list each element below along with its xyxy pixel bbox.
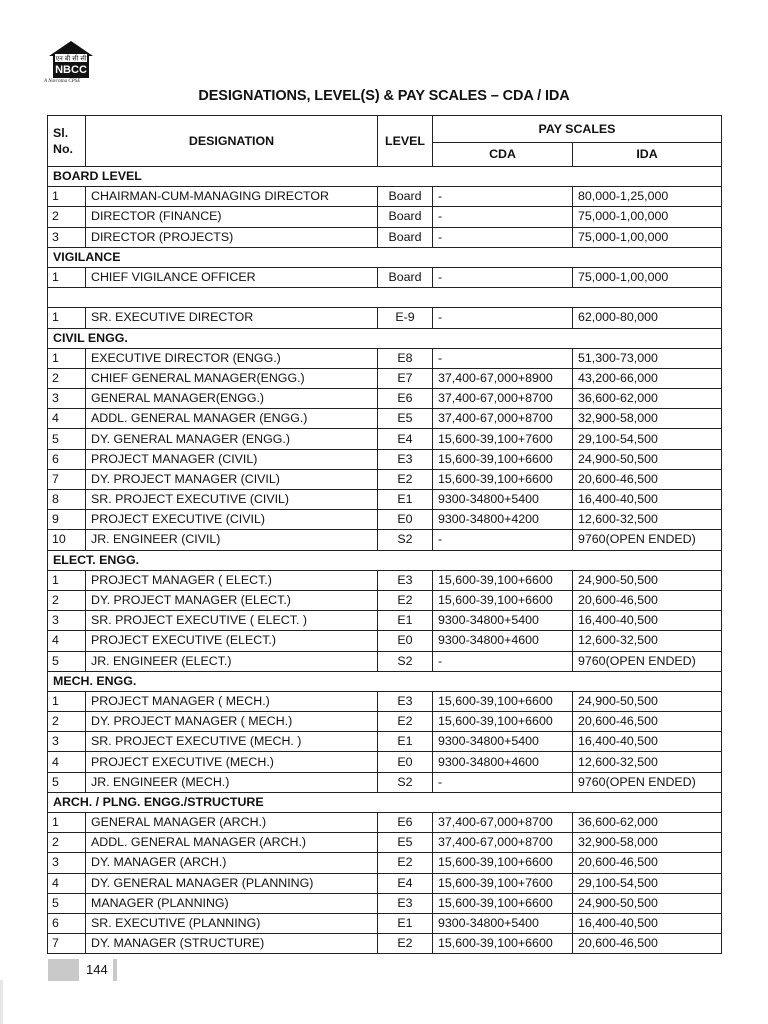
table-row <box>48 449 722 469</box>
ida-cell: 29,100-54,500 <box>573 873 722 893</box>
sl-no-cell: 7 <box>48 469 86 489</box>
cda-cell: 15,600-39,100+6600 <box>433 449 573 469</box>
cda-cell: 37,400-67,000+8700 <box>433 409 573 429</box>
section-title: CIVIL ENGG. <box>48 328 722 348</box>
ida-cell: 24,900-50,500 <box>573 691 722 711</box>
ida-cell: 24,900-50,500 <box>573 570 722 590</box>
cda-cell: 15,600-39,100+6600 <box>433 469 573 489</box>
section-title: BOARD LEVEL <box>48 167 722 187</box>
section-header-row <box>48 328 722 348</box>
cda-cell: - <box>433 227 573 247</box>
table-row <box>48 510 722 530</box>
level-cell: E8 <box>378 348 433 368</box>
ida-cell: 16,400-40,500 <box>573 913 722 933</box>
table-row <box>48 308 722 328</box>
table-row <box>48 853 722 873</box>
table-row <box>48 469 722 489</box>
ida-cell: 16,400-40,500 <box>573 490 722 510</box>
designation-cell: CHIEF GENERAL MANAGER(ENGG.) <box>86 368 378 388</box>
ida-cell: 51,300-73,000 <box>573 348 722 368</box>
designation-cell: GENERAL MANAGER(ENGG.) <box>86 389 378 409</box>
sl-no-cell: 1 <box>48 308 86 328</box>
designation-cell: PROJECT EXECUTIVE (CIVIL) <box>86 510 378 530</box>
designation-cell: DY. MANAGER (STRUCTURE) <box>86 934 378 954</box>
ida-cell: 36,600-62,000 <box>573 389 722 409</box>
cda-cell: - <box>433 207 573 227</box>
level-cell: E5 <box>378 833 433 853</box>
cda-cell: - <box>433 308 573 328</box>
ida-cell: 20,600-46,500 <box>573 712 722 732</box>
ida-cell: 24,900-50,500 <box>573 893 722 913</box>
ida-cell: 9760(OPEN ENDED) <box>573 530 722 550</box>
ida-cell: 12,600-32,500 <box>573 631 722 651</box>
nbcc-logo-icon <box>45 40 97 80</box>
cda-cell: 15,600-39,100+6600 <box>433 712 573 732</box>
footer-bar <box>113 959 117 981</box>
sl-no-cell: 3 <box>48 611 86 631</box>
ida-cell: 32,900-58,000 <box>573 833 722 853</box>
sl-no-cell: 4 <box>48 631 86 651</box>
header-sl-no: Sl. No. <box>48 116 86 167</box>
table-row <box>48 732 722 752</box>
level-cell: E6 <box>378 389 433 409</box>
table-row <box>48 267 722 287</box>
section-title <box>48 288 722 308</box>
designation-cell: CHAIRMAN-CUM-MANAGING DIRECTOR <box>86 187 378 207</box>
level-cell: S2 <box>378 772 433 792</box>
ida-cell: 24,900-50,500 <box>573 449 722 469</box>
table-row <box>48 934 722 954</box>
sl-no-cell: 3 <box>48 732 86 752</box>
sl-no-cell: 1 <box>48 570 86 590</box>
cda-cell: 9300-34800+4600 <box>433 752 573 772</box>
header-ida: IDA <box>573 143 722 167</box>
sl-no-cell: 2 <box>48 207 86 227</box>
level-cell: E1 <box>378 732 433 752</box>
cda-cell: 37,400-67,000+8700 <box>433 813 573 833</box>
cda-cell: - <box>433 348 573 368</box>
level-cell: S2 <box>378 651 433 671</box>
level-cell: E3 <box>378 449 433 469</box>
ida-cell: 75,000-1,00,000 <box>573 267 722 287</box>
cda-cell: 15,600-39,100+6600 <box>433 934 573 954</box>
level-cell: Board <box>378 187 433 207</box>
ida-cell: 16,400-40,500 <box>573 732 722 752</box>
level-cell: Board <box>378 207 433 227</box>
cda-cell: - <box>433 530 573 550</box>
designation-cell: SR. PROJECT EXECUTIVE (MECH. ) <box>86 732 378 752</box>
sl-no-cell: 2 <box>48 712 86 732</box>
table-row <box>48 893 722 913</box>
cda-cell: 15,600-39,100+6600 <box>433 590 573 610</box>
table-row <box>48 712 722 732</box>
table-row <box>48 348 722 368</box>
ida-cell: 32,900-58,000 <box>573 409 722 429</box>
designation-cell: JR. ENGINEER (CIVIL) <box>86 530 378 550</box>
section-header-row <box>48 167 722 187</box>
designation-cell: DY. GENERAL MANAGER (PLANNING) <box>86 873 378 893</box>
level-cell: E0 <box>378 510 433 530</box>
cda-cell: 37,400-67,000+8900 <box>433 368 573 388</box>
cda-cell: - <box>433 772 573 792</box>
page-title: DESIGNATIONS, LEVEL(S) & PAY SCALES – CDA / IDA <box>198 88 570 104</box>
section-header-row <box>48 792 722 812</box>
cda-cell: 9300-34800+5400 <box>433 913 573 933</box>
designation-cell: ADDL. GENERAL MANAGER (ARCH.) <box>86 833 378 853</box>
ida-cell: 20,600-46,500 <box>573 590 722 610</box>
ida-cell: 20,600-46,500 <box>573 469 722 489</box>
table-row <box>48 873 722 893</box>
sl-no-cell: 4 <box>48 752 86 772</box>
sl-no-cell: 10 <box>48 530 86 550</box>
level-cell: S2 <box>378 530 433 550</box>
page-number: 144 <box>86 962 108 977</box>
table-row <box>48 490 722 510</box>
designation-cell: DIRECTOR (FINANCE) <box>86 207 378 227</box>
cda-cell: - <box>433 187 573 207</box>
sl-no-cell: 5 <box>48 651 86 671</box>
cda-cell: - <box>433 267 573 287</box>
designation-cell: SR. EXECUTIVE (PLANNING) <box>86 913 378 933</box>
cda-cell: 15,600-39,100+6600 <box>433 853 573 873</box>
table-body <box>48 167 722 954</box>
level-cell: E0 <box>378 752 433 772</box>
designation-cell: DY. PROJECT MANAGER ( MECH.) <box>86 712 378 732</box>
designation-cell: DY. MANAGER (ARCH.) <box>86 853 378 873</box>
ida-cell: 29,100-54,500 <box>573 429 722 449</box>
table-row <box>48 207 722 227</box>
header-designation: DESIGNATION <box>86 116 378 167</box>
section-title: VIGILANCE <box>48 247 722 267</box>
level-cell: E2 <box>378 934 433 954</box>
table-row <box>48 590 722 610</box>
sl-no-cell: 2 <box>48 833 86 853</box>
sl-no-cell: 9 <box>48 510 86 530</box>
level-cell: E2 <box>378 469 433 489</box>
designation-cell: PROJECT EXECUTIVE (ELECT.) <box>86 631 378 651</box>
designation-cell: PROJECT EXECUTIVE (MECH.) <box>86 752 378 772</box>
designation-cell: PROJECT MANAGER ( ELECT.) <box>86 570 378 590</box>
level-cell: E3 <box>378 691 433 711</box>
ida-cell: 43,200-66,000 <box>573 368 722 388</box>
table-row <box>48 813 722 833</box>
level-cell: E5 <box>378 409 433 429</box>
header-pay-scales: PAY SCALES <box>433 116 722 143</box>
sl-no-cell: 8 <box>48 490 86 510</box>
sl-no-cell: 7 <box>48 934 86 954</box>
cda-cell: 15,600-39,100+6600 <box>433 893 573 913</box>
table-row <box>48 187 722 207</box>
sl-no-cell: 5 <box>48 429 86 449</box>
cda-cell: 37,400-67,000+8700 <box>433 833 573 853</box>
level-cell: E1 <box>378 611 433 631</box>
cda-cell: - <box>433 651 573 671</box>
table-row <box>48 530 722 550</box>
sl-no-cell: 3 <box>48 227 86 247</box>
table-row <box>48 752 722 772</box>
ida-cell: 9760(OPEN ENDED) <box>573 651 722 671</box>
ida-cell: 20,600-46,500 <box>573 853 722 873</box>
designation-cell: DY. PROJECT MANAGER (ELECT.) <box>86 590 378 610</box>
designation-cell: GENERAL MANAGER (ARCH.) <box>86 813 378 833</box>
page-edge <box>0 980 3 1024</box>
ida-cell: 12,600-32,500 <box>573 752 722 772</box>
sl-no-cell: 3 <box>48 853 86 873</box>
designation-cell: JR. ENGINEER (MECH.) <box>86 772 378 792</box>
logo-hindi: एन बी सी सी <box>55 54 87 63</box>
designation-cell: SR. PROJECT EXECUTIVE ( ELECT. ) <box>86 611 378 631</box>
level-cell: Board <box>378 227 433 247</box>
ida-cell: 75,000-1,00,000 <box>573 227 722 247</box>
ida-cell: 16,400-40,500 <box>573 611 722 631</box>
table-row <box>48 691 722 711</box>
designation-cell: SR. EXECUTIVE DIRECTOR <box>86 308 378 328</box>
level-cell: E1 <box>378 913 433 933</box>
ida-cell: 75,000-1,00,000 <box>573 207 722 227</box>
section-title: ELECT. ENGG. <box>48 550 722 570</box>
level-cell: E4 <box>378 429 433 449</box>
logo-text: NBCC <box>55 64 87 76</box>
cda-cell: 15,600-39,100+7600 <box>433 429 573 449</box>
cda-cell: 9300-34800+5400 <box>433 732 573 752</box>
sl-no-cell: 2 <box>48 590 86 610</box>
table-row <box>48 833 722 853</box>
pay-scales-table <box>47 115 722 954</box>
section-header-row <box>48 247 722 267</box>
cda-cell: 15,600-39,100+7600 <box>433 873 573 893</box>
designation-cell: JR. ENGINEER (ELECT.) <box>86 651 378 671</box>
table-row <box>48 409 722 429</box>
designation-cell: MANAGER (PLANNING) <box>86 893 378 913</box>
table-row <box>48 772 722 792</box>
table-row <box>48 570 722 590</box>
sl-no-cell: 1 <box>48 813 86 833</box>
ida-cell: 12,600-32,500 <box>573 510 722 530</box>
sl-no-cell: 1 <box>48 348 86 368</box>
level-cell: E6 <box>378 813 433 833</box>
cda-cell: 9300-34800+4200 <box>433 510 573 530</box>
section-title: ARCH. / PLNG. ENGG./STRUCTURE <box>48 792 722 812</box>
level-cell: E-9 <box>378 308 433 328</box>
sl-no-cell: 6 <box>48 913 86 933</box>
level-cell: E2 <box>378 712 433 732</box>
level-cell: Board <box>378 267 433 287</box>
sl-no-cell: 1 <box>48 187 86 207</box>
level-cell: E7 <box>378 368 433 388</box>
cda-cell: 9300-34800+5400 <box>433 490 573 510</box>
level-cell: E2 <box>378 590 433 610</box>
footer-marker <box>48 959 79 981</box>
sl-no-cell: 6 <box>48 449 86 469</box>
cda-cell: 9300-34800+5400 <box>433 611 573 631</box>
designation-cell: ADDL. GENERAL MANAGER (ENGG.) <box>86 409 378 429</box>
ida-cell: 62,000-80,000 <box>573 308 722 328</box>
table-row <box>48 227 722 247</box>
designation-cell: DY. GENERAL MANAGER (ENGG.) <box>86 429 378 449</box>
designation-cell: PROJECT MANAGER ( MECH.) <box>86 691 378 711</box>
level-cell: E1 <box>378 490 433 510</box>
table-row <box>48 651 722 671</box>
table-row <box>48 913 722 933</box>
header-cda: CDA <box>433 143 573 167</box>
table-row <box>48 611 722 631</box>
sl-no-cell: 3 <box>48 389 86 409</box>
level-cell: E4 <box>378 873 433 893</box>
logo-tagline: A Navratna CPSE <box>44 79 81 84</box>
designation-cell: CHIEF VIGILANCE OFFICER <box>86 267 378 287</box>
section-header-row <box>48 288 722 308</box>
level-cell: E2 <box>378 853 433 873</box>
sl-no-cell: 4 <box>48 409 86 429</box>
cda-cell: 9300-34800+4600 <box>433 631 573 651</box>
level-cell: E3 <box>378 893 433 913</box>
designation-cell: DIRECTOR (PROJECTS) <box>86 227 378 247</box>
ida-cell: 20,600-46,500 <box>573 934 722 954</box>
sl-no-cell: 4 <box>48 873 86 893</box>
designation-cell: SR. PROJECT EXECUTIVE (CIVIL) <box>86 490 378 510</box>
ida-cell: 36,600-62,000 <box>573 813 722 833</box>
cda-cell: 37,400-67,000+8700 <box>433 389 573 409</box>
table-row <box>48 429 722 449</box>
sl-no-cell: 1 <box>48 691 86 711</box>
section-title: MECH. ENGG. <box>48 671 722 691</box>
cda-cell: 15,600-39,100+6600 <box>433 570 573 590</box>
designation-cell: PROJECT MANAGER (CIVIL) <box>86 449 378 469</box>
designation-cell: DY. PROJECT MANAGER (CIVIL) <box>86 469 378 489</box>
table-row <box>48 389 722 409</box>
ida-cell: 80,000-1,25,000 <box>573 187 722 207</box>
table-row <box>48 631 722 651</box>
section-header-row <box>48 550 722 570</box>
cda-cell: 15,600-39,100+6600 <box>433 691 573 711</box>
section-header-row <box>48 671 722 691</box>
nbcc-logo <box>45 40 97 80</box>
level-cell: E3 <box>378 570 433 590</box>
table-row <box>48 368 722 388</box>
sl-no-cell: 1 <box>48 267 86 287</box>
designation-cell: EXECUTIVE DIRECTOR (ENGG.) <box>86 348 378 368</box>
sl-no-cell: 5 <box>48 772 86 792</box>
header-level: LEVEL <box>378 116 433 167</box>
ida-cell: 9760(OPEN ENDED) <box>573 772 722 792</box>
sl-no-cell: 5 <box>48 893 86 913</box>
level-cell: E0 <box>378 631 433 651</box>
sl-no-cell: 2 <box>48 368 86 388</box>
